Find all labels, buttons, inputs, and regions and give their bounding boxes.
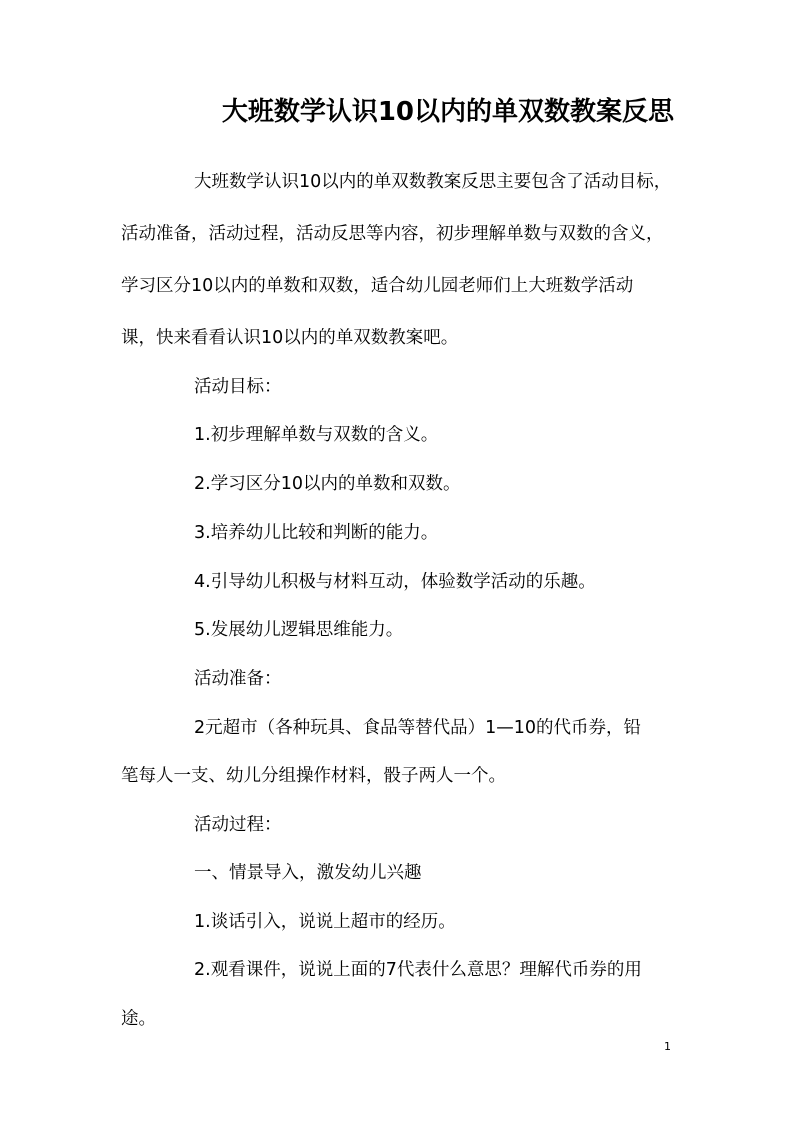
section-1-heading: 一、情景导入，激发幼儿兴趣 bbox=[194, 863, 422, 883]
goals-heading: 活动目标： bbox=[194, 377, 282, 397]
prep-heading: 活动准备： bbox=[194, 669, 282, 689]
step-2-line-1: 2.观看课件，说说上面的7代表什么意思？理解代币券的用 bbox=[194, 960, 642, 980]
intro-line-2: 活动准备，活动过程，活动反思等内容，初步理解单数与双数的含义， bbox=[121, 224, 664, 244]
goal-item-3: 3.培养幼儿比较和判断的能力。 bbox=[194, 523, 439, 543]
goal-item-2: 2.学习区分10以内的单数和双数。 bbox=[194, 474, 461, 494]
goal-item-5: 5.发展幼儿逻辑思维能力。 bbox=[194, 620, 404, 640]
intro-line-1: 大班数学认识10以内的单双数教案反思主要包含了活动目标， bbox=[194, 172, 672, 192]
step-2-line-2: 途。 bbox=[121, 1009, 156, 1029]
intro-line-4: 课，快来看看认识10以内的单双数教案吧。 bbox=[121, 328, 459, 348]
goal-item-1: 1.初步理解单数与双数的含义。 bbox=[194, 425, 439, 445]
prep-line-1: 2元超市（各种玩具、食品等替代品）1—10的代币券，铅 bbox=[194, 718, 642, 738]
document-title: 大班数学认识10以内的单双数教案反思 bbox=[221, 97, 674, 127]
goal-item-4: 4.引导幼儿积极与材料互动，体验数学活动的乐趣。 bbox=[194, 572, 596, 592]
intro-line-3: 学习区分10以内的单数和双数，适合幼儿园老师们上大班数学活动 bbox=[121, 276, 634, 296]
process-heading: 活动过程： bbox=[194, 815, 282, 835]
page-number: 1 bbox=[664, 1040, 671, 1053]
prep-line-2: 笔每人一支、幼儿分组操作材料，骰子两人一个。 bbox=[121, 766, 506, 786]
step-1: 1.谈话引入，说说上超市的经历。 bbox=[194, 912, 456, 932]
